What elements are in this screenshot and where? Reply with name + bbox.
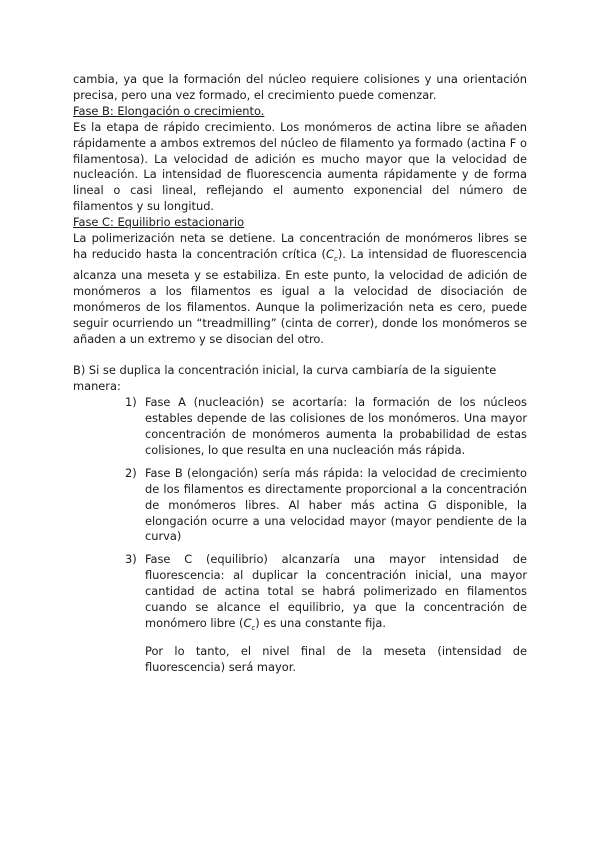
fase-b-body: Es la etapa de rápido crecimiento. Los monómeros de actina libre se añaden rápidamente a ambos extremos del núcleo de filamento ya formado (actina F o filamentosa). La velocidad de adición es mucho mayor que la velocidad de nucleación. La intensidad de fluorescencia aumenta rápidamente y de forma lineal o casi lineal, reflejando el aumento exponencial del número de filamentos y su longitud. — [73, 119, 527, 214]
fase-c-body-end: ). La intensidad de fluorescencia alcanza una meseta y se estabiliza. En este punto, la velocidad de adición de monómeros a los filamentos es igual a la velocidad de disociación de monómeros de los filamentos. Aunque la polimerización neta es cero, puede seguir ocurriendo un “treadmilling” (cinta de correr), donde los monómeros se añaden a un extremo y se disocian del otro. — [73, 246, 527, 346]
list-number: 3) — [125, 552, 137, 567]
list-item — [125, 395, 527, 459]
list-text: Fase B (elongación) sería más rápida: la velocidad de crecimiento de los filamentos es directamente proporcional a la concentración de monómeros libres. Al haber más actina G disponible, la elongación ocurre a una velocidad mayor (mayor pendiente de la curva) — [145, 465, 527, 544]
list-item — [125, 552, 527, 637]
list-text: Fase A (nucleación) se acortaría: la formación de los núcleos estables depende de las colisiones de los monómeros. Una mayor concentración de monómeros aumenta la probabilidad de estas colisiones, lo que resulta en una nucleación más rápida. — [145, 395, 527, 457]
list-text: Fase C (equilibrio) alcanzaría una mayor intensidad de fluorescencia: al duplicar la concentración inicial, una mayor cantidad de actina total se habrá polimerizado en filamentos cuando se alcance el equilibrio, ya que la concentración de monómero libre $(C_c)$ es una constante fija. — [145, 552, 527, 632]
conclusion: Por lo tanto, el nivel final de la meseta (intensidad de fluorescencia) será mayor. — [145, 643, 527, 674]
list-number: 1) — [125, 395, 137, 410]
fase-a-continuation: cambia, ya que la formación del núcleo requiere colisiones y una orientación precisa, pero una vez formado, el crecimiento puede comenzar. — [73, 72, 527, 102]
fase-c-heading: Fase C: Equilibrio estacionario — [73, 215, 245, 230]
fase-c-body — [73, 231, 527, 347]
part-b-intro: B) Si se duplica la concentración inicial, la curva cambiaría de la siguiente manera: — [73, 363, 497, 394]
part-b-list — [125, 395, 527, 637]
list-item — [125, 466, 527, 546]
list-number: 2) — [125, 465, 137, 480]
fase-b-heading: Fase B: Elongación o crecimiento. — [73, 103, 265, 118]
critical-concentration-symbol: $C_c$ — [243, 616, 256, 632]
fase-c-body-start: La polimerización neta se detiene. La concentración de monómeros libres se ha reducido hasta la concentración crítica ( — [73, 231, 527, 261]
paragraph-gap — [73, 347, 527, 363]
critical-concentration-symbol: $C_c$ — [326, 246, 338, 263]
